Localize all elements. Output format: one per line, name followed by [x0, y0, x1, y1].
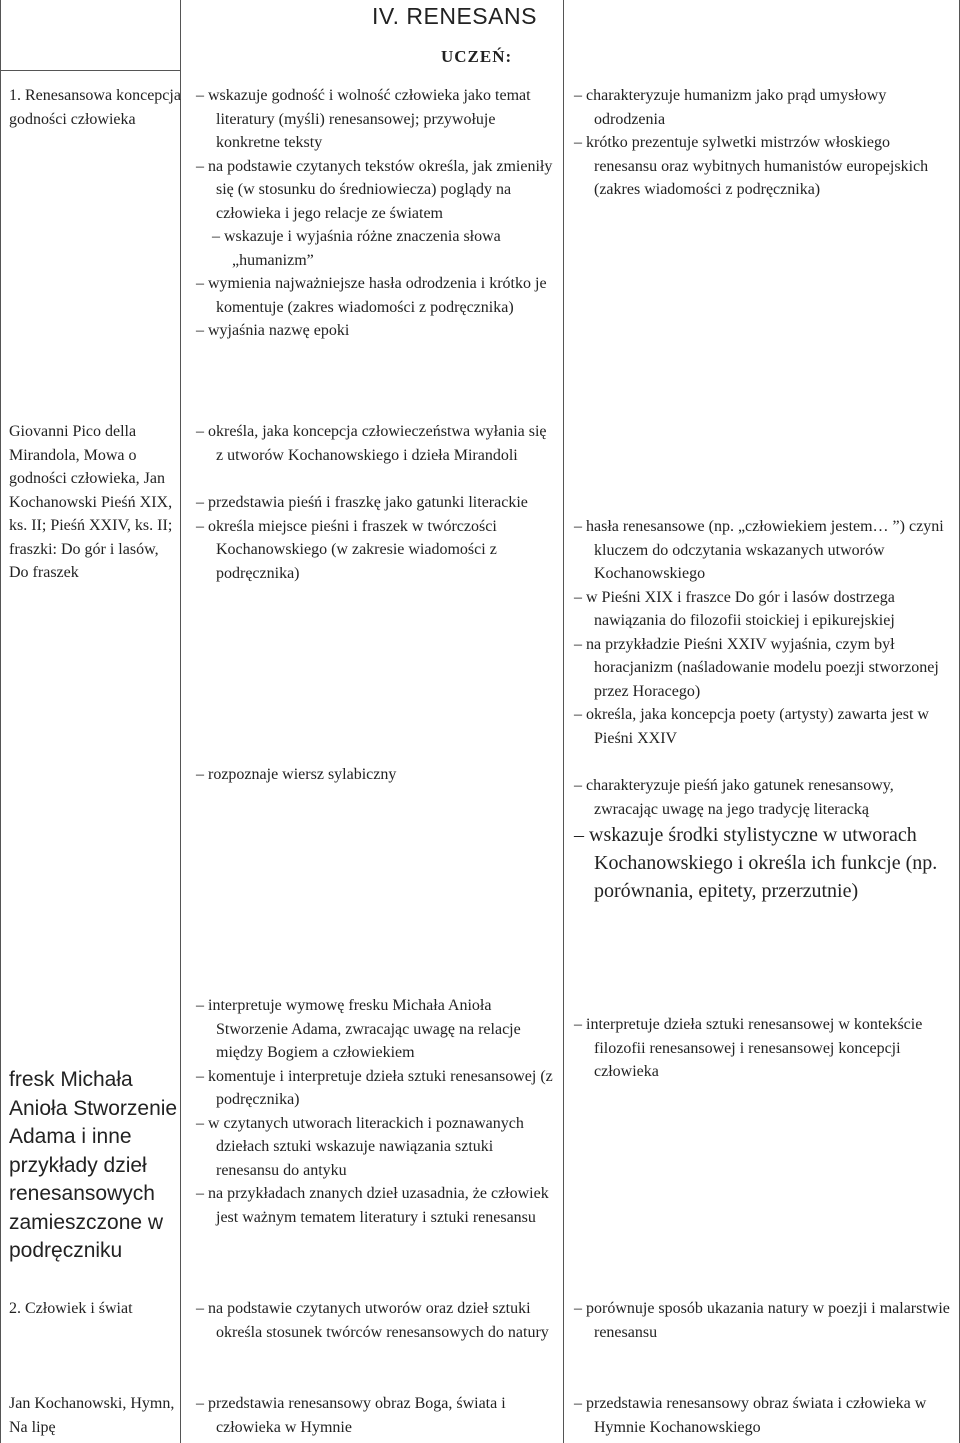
- list-item: – przedstawia renesansowy obraz świata i człowieka w Hymnie Kochanowskiego: [574, 1395, 927, 1436]
- list-item: – charakteryzuje humanizm jako prąd umysłowy odrodzenia: [574, 87, 887, 128]
- list-item: – na podstawie czytanych utworów oraz dzieł sztuki określa stosunek twórców renesansowych do natury: [196, 1300, 549, 1341]
- list-item: – przedstawia renesansowy obraz Boga, świata i człowieka w Hymnie: [196, 1395, 506, 1436]
- topic-text: Jan Kochanowski, Hymn, Na lipę: [9, 1395, 175, 1436]
- list-item: – na przykładzie Pieśni XXIV wyjaśnia, czym był horacjanizm (naśladowanie modelu poezji stworzonej przez Horacego): [574, 635, 939, 700]
- column-divider: [563, 0, 564, 1443]
- list-item: – komentuje i interpretuje dzieła sztuki renesansowej (z podręcznika): [196, 1067, 553, 1108]
- list-item: – w Pieśni XIX i fraszce Do gór i lasów dostrzega nawiązania do filozofii stoickiej i epikurejskiej: [574, 588, 895, 629]
- list-item: – wymienia najważniejsze hasła odrodzenia i krótko je komentuje (zakres wiadomości z podręcznika): [196, 275, 547, 316]
- topic-text: fresk Michała Anioła Stworzenie Adama i inne przykłady dzieł renesansowych zamieszczone w podręczniku: [9, 1068, 178, 1262]
- topic-cell: [9, 420, 181, 585]
- list-item: – na przykładach znanych dzieł uzasadnia, że człowiek jest ważnym tematem literatury i sztuki renesansu: [196, 1185, 549, 1226]
- requirements-basic-cell: [196, 1392, 554, 1439]
- topic-text: Giovanni Pico della Mirandola, Mowa o godności człowieka, Jan Kochanowski Pieśń XIX, ks. II; Pieśń XXIV, ks. II; fraszki: Do gór i lasów, Do fraszek: [9, 423, 173, 581]
- list-item: – wskazuje godność i wolność człowieka jako temat literatury (myśli) renesansowej; przywołuje konkretne teksty: [196, 87, 531, 151]
- list-item: – wskazuje środki stylistyczne w utworach Kochanowskiego i określa ich funkcje (np. porównania, epitety, przerzutnie): [574, 824, 938, 902]
- page-title: IV. RENESANS: [372, 3, 537, 29]
- list-item: – interpretuje wymowę fresku Michała Anioła Stworzenie Adama, zwracając uwagę na relacje między Bogiem a człowiekiem: [196, 997, 521, 1061]
- list-item: – określa, jaka koncepcja człowieczeństwa wyłania się z utworów Kochanowskiego i dzieła Mirandoli: [196, 423, 547, 464]
- topic-text: 2. Człowiek i świat: [9, 1300, 133, 1317]
- requirements-basic-cell: [196, 84, 554, 343]
- requirements-extended-cell: [574, 84, 954, 202]
- requirements-extended-cell: [574, 1013, 954, 1084]
- list-item: – charakteryzuje pieśń jako gatunek renesansowy, zwracając uwagę na jego tradycję literacką: [574, 777, 894, 818]
- list-item: – przedstawia pieśń i fraszkę jako gatunki literackie: [196, 494, 528, 511]
- list-item: – rozpoznaje wiersz sylabiczny: [196, 766, 397, 783]
- list-item: – interpretuje dzieła sztuki renesansowej w kontekście filozofii renesansowej i renesansowej koncepcji człowieka: [574, 1016, 923, 1080]
- requirements-basic-cell: [196, 994, 554, 1229]
- list-item: – wyjaśnia nazwę epoki: [196, 322, 350, 339]
- requirements-basic-cell: [196, 1297, 554, 1344]
- list-item: – określa miejsce pieśni i fraszek w twórczości Kochanowskiego (w zakresie wiadomości z podręcznika): [196, 517, 497, 582]
- list-item: – w czytanych utworach literackich i poznawanych dziełach sztuki wskazuje nawiązania sztuki renesansu do antyku: [196, 1114, 524, 1179]
- requirements-extended-cell: [574, 515, 954, 905]
- page-subtitle: UCZEŃ:: [441, 47, 513, 66]
- topic-cell: [9, 84, 181, 131]
- requirements-extended-cell: [574, 1392, 954, 1439]
- list-item: – na podstawie czytanych tekstów określa, jak zmieniły się (w stosunku do średniowiecza) poglądy na człowieka i jego relacje ze światem: [196, 157, 553, 222]
- row-divider: [0, 70, 181, 71]
- list-item: – wskazuje i wyjaśnia różne znaczenia słowa „humanizm”: [212, 228, 501, 269]
- requirements-basic-cell: [196, 420, 554, 787]
- list-item: – hasła renesansowe (np. „człowiekiem jestem… ”) czyni kluczem do odczytania wskazanych utworów Kochanowskiego: [574, 518, 944, 582]
- topic-cell: [9, 1392, 181, 1439]
- topic-cell: [9, 1297, 181, 1321]
- list-item: – krótko prezentuje sylwetki mistrzów włoskiego renesansu oraz wybitnych humanistów europejskich (zakres wiadomości z podręcznika): [574, 134, 929, 198]
- list-item: – porównuje sposób ukazania natury w poezji i malarstwie renesansu: [574, 1300, 950, 1341]
- list-item: – określa, jaka koncepcja poety (artysty) zawarta jest w Pieśni XXIV: [574, 706, 929, 747]
- requirements-extended-cell: [574, 1297, 954, 1344]
- topic-cell: [9, 1066, 181, 1266]
- topic-text: 1. Renesansowa koncepcja godności człowieka: [9, 87, 181, 128]
